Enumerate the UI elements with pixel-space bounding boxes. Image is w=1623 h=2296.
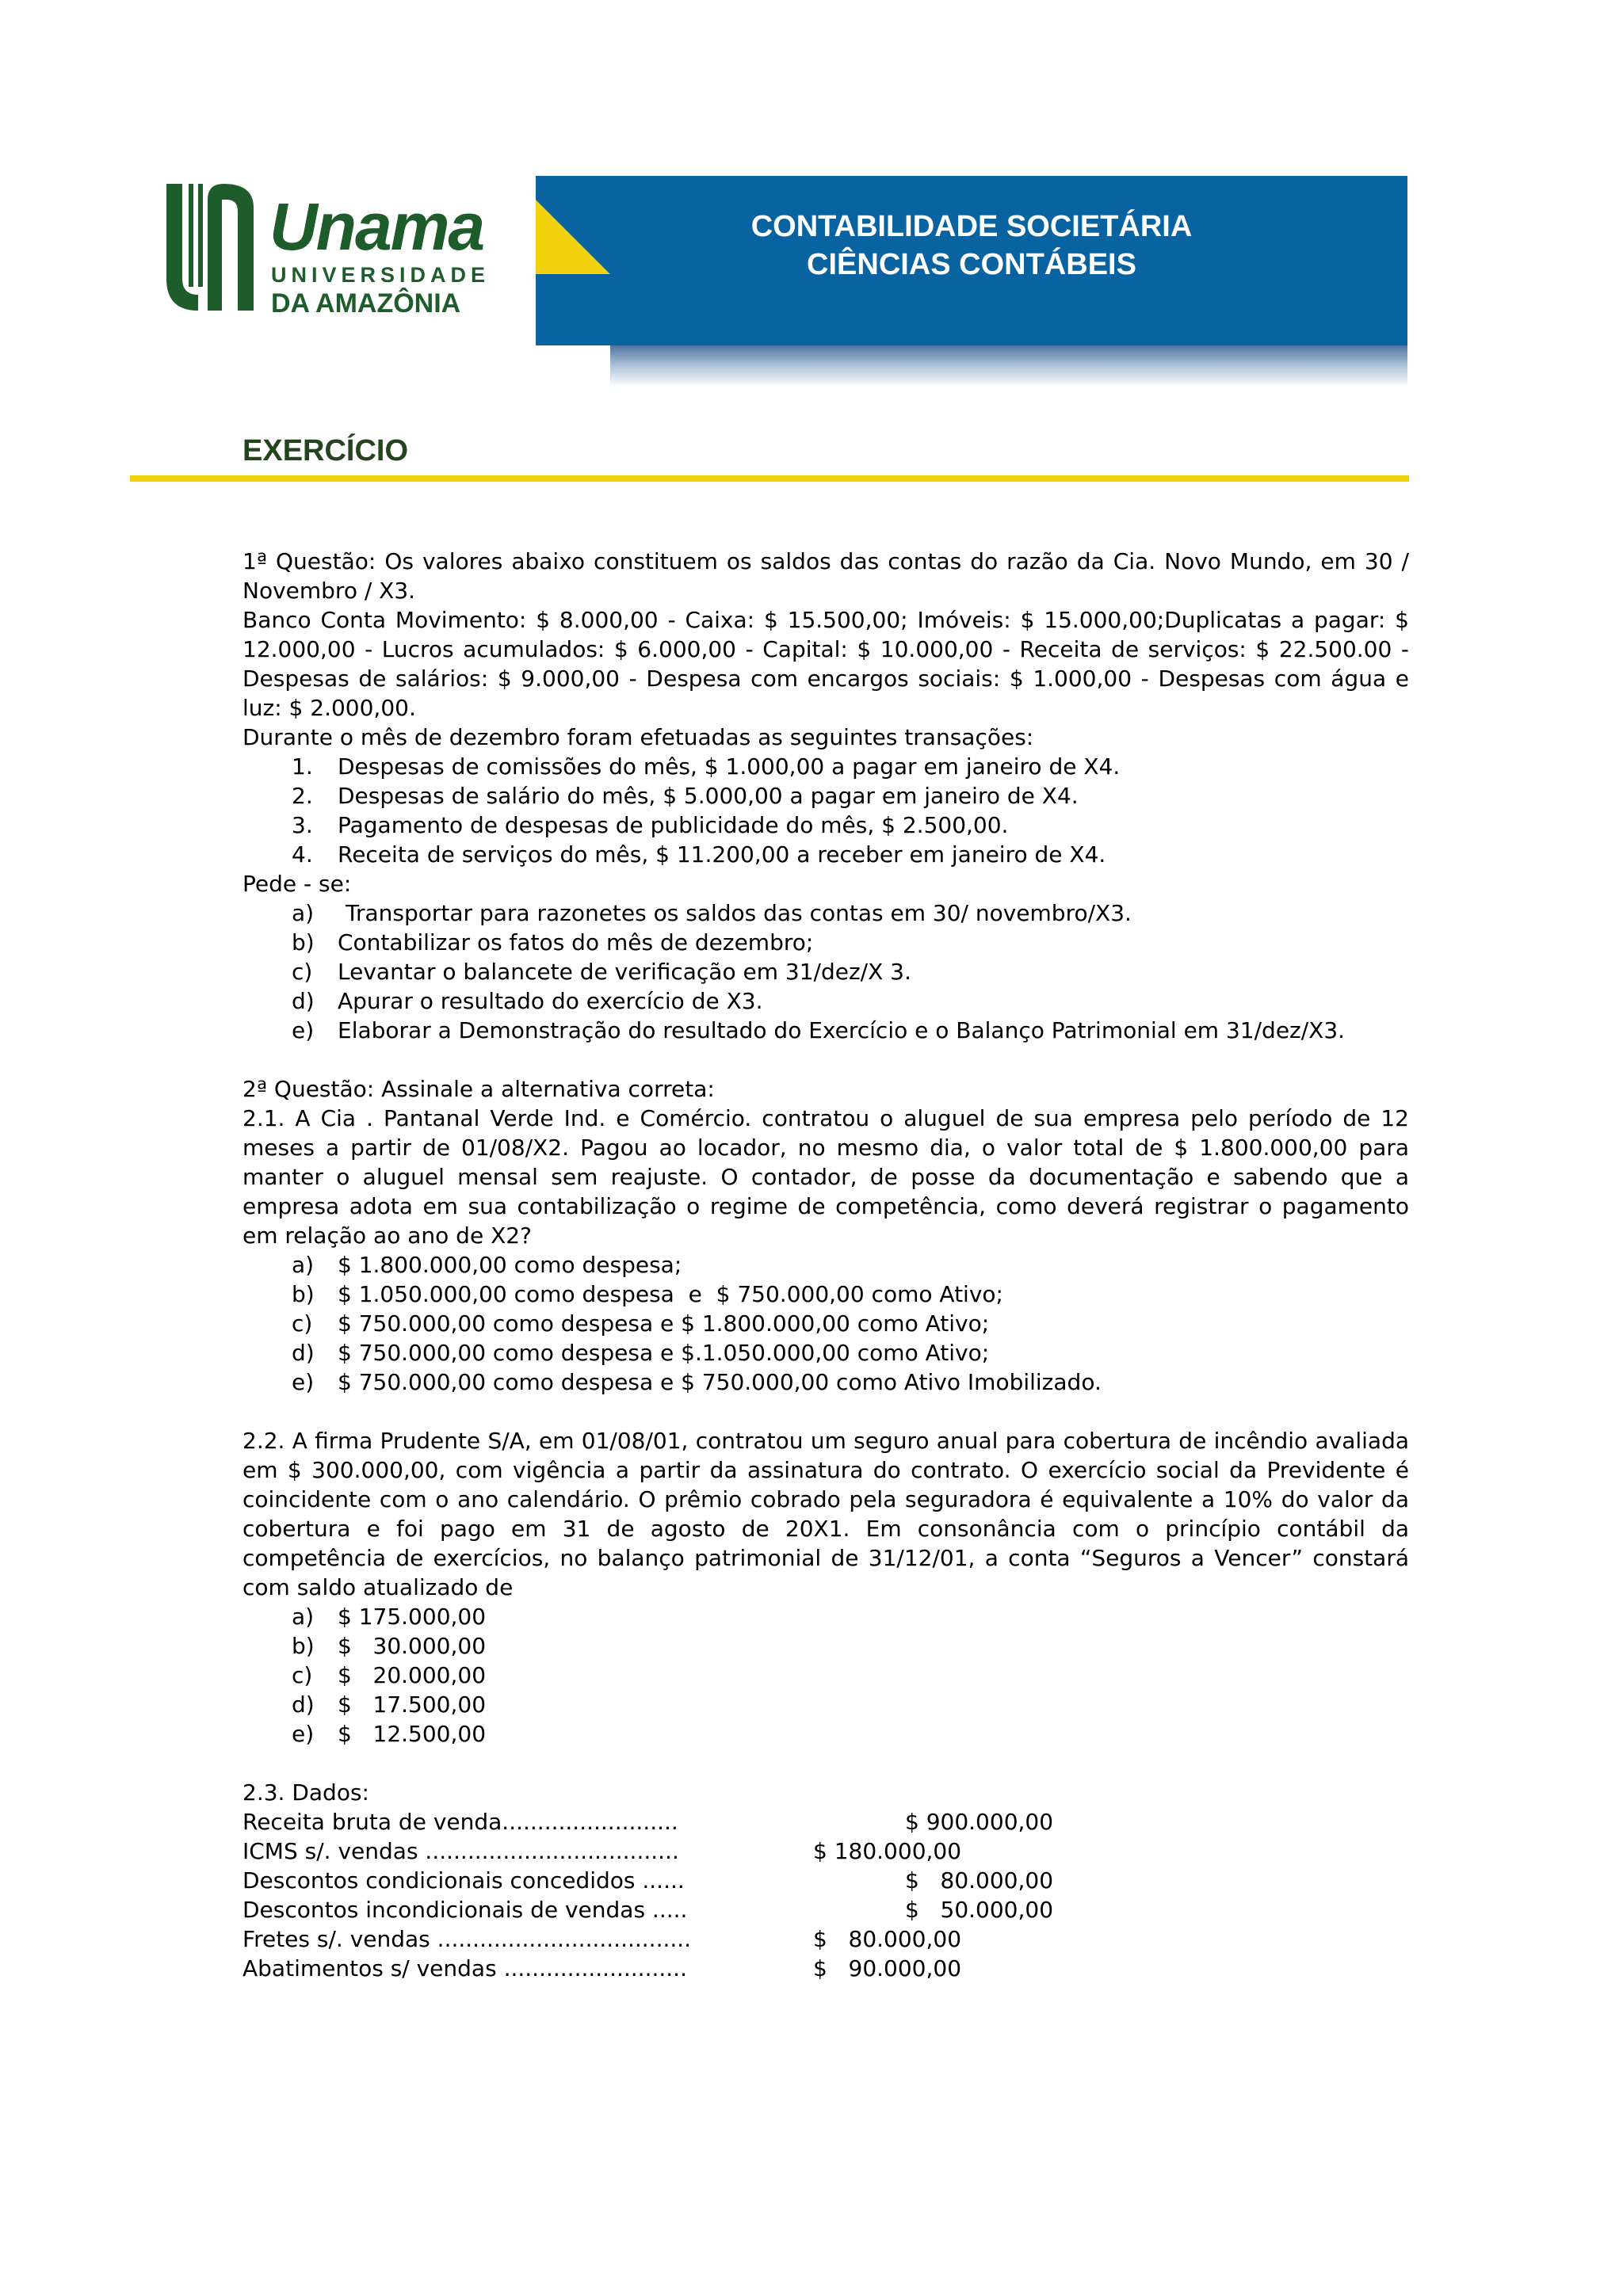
option-text: $ 750.000,00 como despesa e $ 1.800.000,00 como Ativo; [338,1310,990,1337]
spacer [242,1045,1409,1074]
data-row [242,1954,1409,1983]
list-item [242,1661,1409,1690]
list-item [242,898,1409,928]
option-marker: c) [292,1310,313,1337]
list-item [242,986,1409,1016]
q1-balances: Banco Conta Movimento: $ 8.000,00 - Caixa: $ 15.500,00; Imóveis: $ 15.000,00;Duplicatas a pagar: $ 12.000,00 - Lucros acumulados: $ 6.000,00 - Capital: $ 10.000,00 - Receita de serviços: $ 22.500.00 - Despesas de salários: $ 9.000,00 - Despesa com encargos sociais: $ 1.000,00 - Despesas com água e luz: $ 2.000,00. [242,607,1409,721]
q22-text: 2.2. A firma Prudente S/A, em 01/08/01, contratou um seguro anual para cobertura de incêndio avaliada em $ 300.000,00, com vigência a partir da assinatura do contrato. O exercício social da Previdente é coincidente com o ano calendário. O prêmio cobrado pela seguradora é equivalente a 10% do valor da cobertura e foi pago em 31 de agosto de 20X1. Em consonância com o princípio contábil da competência de exercícios, no balanço patrimonial de 31/12/01, a conta “Seguros a Vencer” constará com saldo atualizado de [242,1428,1409,1600]
option-marker: c) [292,1662,313,1688]
banner-title [536,208,1407,284]
list-item [242,1016,1409,1045]
option-text: $ 175.000,00 [338,1604,487,1630]
exercise-content [242,547,1409,1983]
list-item [242,781,1409,810]
data-label: Descontos incondicionais de vendas ..... [242,1897,688,1923]
q23-data-list [242,1807,1409,1983]
list-item [242,957,1409,986]
list-marker: 3. [292,812,313,838]
list-text: Despesas de salário do mês, $ 5.000,00 a pagar em janeiro de X4. [338,783,1079,809]
list-text: Elaborar a Demonstração do resultado do Exercício e o Balanço Patrimonial em 31/dez/X3. [338,1017,1346,1043]
list-item [242,1280,1409,1309]
data-label: Abatimentos s/ vendas .......................... [242,1955,687,1981]
option-marker: e) [292,1369,315,1395]
list-text: Despesas de comissões do mês, $ 1.000,00 a pagar em janeiro de X4. [338,753,1121,780]
data-label: ICMS s/. vendas .................................... [242,1838,679,1864]
unama-logo [158,176,491,318]
option-text: $ 1.050.000,00 como despesa e $ 750.000,00 como Ativo; [338,1281,1003,1307]
banner-accent-triangle [536,176,615,274]
option-text: $ 12.500,00 [338,1721,487,1747]
section-title: EXERCÍCIO [242,434,409,467]
section-divider [130,475,1409,482]
list-marker: d) [292,988,315,1014]
data-value: $ 80.000,00 [905,1867,1054,1894]
list-item [242,1367,1409,1397]
list-item [242,810,1409,840]
header-banner [536,176,1407,345]
list-item [242,1250,1409,1280]
list-marker: b) [292,929,315,955]
q1-intro: 1ª Questão: Os valores abaixo constituem os saldos das contas do razão da Cia. Novo Mundo, em 30 / Novembro / X3. [242,548,1409,604]
list-item [242,752,1409,781]
unama-emblem-icon [158,176,262,315]
option-marker: d) [292,1691,315,1718]
list-text: Contabilizar os fatos do mês de dezembro; [338,929,814,955]
list-item [242,1602,1409,1631]
option-marker: d) [292,1340,315,1366]
data-value: $ 900.000,00 [905,1809,1054,1835]
list-item [242,1309,1409,1338]
list-text: Apurar o resultado do exercício de X3. [338,988,763,1014]
data-row [242,1895,1409,1924]
list-item [242,1690,1409,1719]
option-marker: a) [292,1604,315,1630]
list-marker: c) [292,959,313,985]
data-label: Fretes s/. vendas .................................... [242,1926,692,1952]
data-row [242,1836,1409,1866]
option-text: $ 17.500,00 [338,1691,487,1718]
data-row [242,1924,1409,1954]
list-text: Pagamento de despesas de publicidade do mês, $ 2.500,00. [338,812,1009,838]
option-text: $ 1.800.000,00 como despesa; [338,1252,682,1278]
list-marker: a) [292,900,315,926]
q1-tasks-intro: Pede - se: [242,871,352,897]
q21-text: 2.1. A Cia . Pantanal Verde Ind. e Comércio. contratou o aluguel de sua empresa pelo período de 12 meses a partir de 01/08/X2. Pagou ao locador, no mesmo dia, o valor total de $ 1.800.000,00 para manter o aluguel mensal sem reajuste. O contador, de posse da documentação e sabendo que a empresa adota em sua contabilização o regime de competência, como deverá registrar o pagamento em relação ao ano de X2? [242,1105,1409,1249]
list-marker: 1. [292,753,313,780]
spacer [242,1749,1409,1778]
list-text: Receita de serviços do mês, $ 11.200,00 a receber em janeiro de X4. [338,841,1106,868]
logo-name: Unama [269,189,484,264]
data-value: $ 90.000,00 [813,1955,962,1981]
option-marker: e) [292,1721,315,1747]
data-label: Descontos condicionais concedidos ...... [242,1867,685,1894]
option-marker: b) [292,1633,315,1659]
list-item [242,928,1409,957]
option-text: $ 750.000,00 como despesa e $ 750.000,00 como Ativo Imobilizado. [338,1369,1102,1395]
option-marker: b) [292,1281,315,1307]
list-marker: 2. [292,783,313,809]
q1-transactions-intro: Durante o mês de dezembro foram efetuadas as seguintes transações: [242,724,1034,750]
option-text: $ 20.000,00 [338,1662,487,1688]
q23-title: 2.3. Dados: [242,1779,369,1806]
data-row [242,1807,1409,1836]
list-item [242,1631,1409,1661]
list-item [242,1719,1409,1749]
banner-title-line1: CONTABILIDADE SOCIETÁRIA [750,210,1193,243]
banner-shadow [610,345,1407,387]
list-marker: e) [292,1017,315,1043]
option-marker: a) [292,1252,315,1278]
list-text: Levantar o balancete de verificação em 31/dez/X 3. [338,959,911,985]
data-label: Receita bruta de venda......................... [242,1809,678,1835]
option-text: $ 30.000,00 [338,1633,487,1659]
banner-title-line2: CIÊNCIAS CONTÁBEIS [807,248,1136,281]
list-item [242,1338,1409,1367]
data-row [242,1866,1409,1895]
list-item [242,840,1409,869]
spacer [242,1397,1409,1426]
q2-intro: 2ª Questão: Assinale a alternativa correta: [242,1076,715,1102]
logo-subtitle-line1: UNIVERSIDADE [271,263,491,287]
data-value: $ 80.000,00 [813,1926,962,1952]
option-text: $ 750.000,00 como despesa e $.1.050.000,00 como Ativo; [338,1340,990,1366]
data-value: $ 180.000,00 [813,1838,962,1864]
data-value: $ 50.000,00 [905,1897,1054,1923]
logo-subtitle-line2: DA AMAZÔNIA [271,288,461,318]
list-text: Transportar para razonetes os saldos das contas em 30/ novembro/X3. [346,900,1132,926]
list-marker: 4. [292,841,313,868]
